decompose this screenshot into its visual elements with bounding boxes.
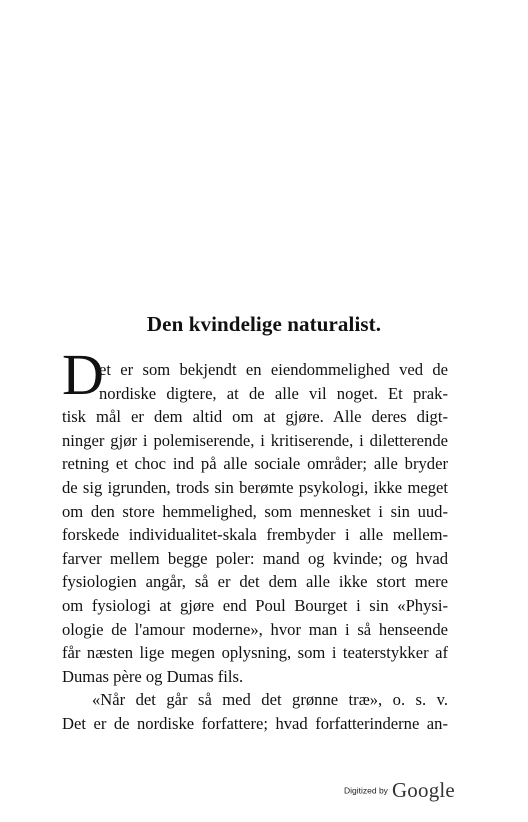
google-logo: Google	[391, 778, 455, 802]
chapter-title: Den kvindelige naturalist.	[146, 312, 382, 336]
text-line: et er som bekjendt en eiendommelighed ved de	[99, 360, 448, 379]
text-line: ologie de l'amour moderne», hvor man i så henseende	[62, 619, 448, 639]
text-line: retning et choc ind på alle sociale områder; alle bryder	[62, 454, 448, 474]
text-line: farver mellem begge poler: mand og kvinde; og hvad	[62, 548, 448, 568]
text-line: fysiologien angår, så er det dem alle ikke stort mere	[62, 572, 448, 592]
text-line: nordiske digtere, at de alle vil noget. Et prak-	[99, 383, 448, 403]
text-line: får næsten lige megen oplysning, som i teaterstykker af	[62, 643, 448, 663]
text-line: de sig igrunden, trods sin berømte psykologi, ikke meget	[62, 477, 448, 497]
body-text	[62, 358, 448, 736]
text-line: Det er de nordiske forfattere; hvad forfatterinderne an-	[62, 713, 448, 733]
text-line: ninger gjør i polemiserende, i kritiserende, i diletterende	[62, 430, 448, 450]
text-line: Dumas père og Dumas fils.	[62, 666, 244, 686]
text-line: forskede individualitet-skala frembyder i alle mellem-	[62, 525, 448, 545]
text-line: om den store hemmelighed, som mennesket i sin uud-	[62, 501, 448, 521]
digitized-by-google-watermark	[344, 778, 455, 803]
text-line: om fysiologi at gjøre end Poul Bourget i sin «Physi-	[62, 595, 448, 615]
drop-cap: D	[62, 342, 104, 407]
watermark-prefix: Digitized by	[344, 785, 388, 796]
text-line: tisk mål er dem altid om at gjøre. Alle deres digt-	[62, 407, 448, 427]
text-line: «Når det går så med det grønne træ», o. s. v.	[92, 690, 448, 710]
